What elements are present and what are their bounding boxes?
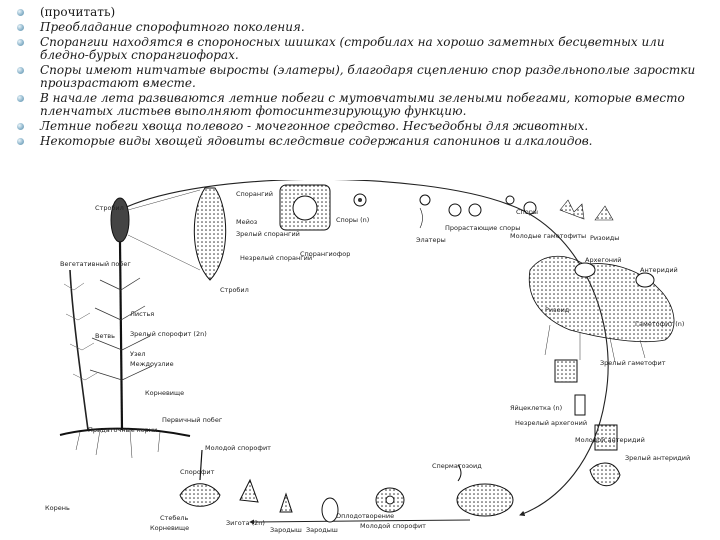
young-gametophytes-drawing <box>560 200 613 220</box>
label-rhizome-bottom: Корневище <box>150 524 190 532</box>
bullet-text: Преобладание спорофитного поколения. <box>40 20 305 34</box>
label-gametophyte-n: Гаметофит (n) <box>635 320 685 328</box>
label-rhizoids: Ризоиды <box>590 234 620 242</box>
label-spermatozoid: Сперматозоид <box>432 462 482 470</box>
label-immature-archegonium: Незрелый архегоний <box>515 419 588 427</box>
label-spores-n: Споры (n) <box>336 216 370 224</box>
label-new-sporophyte: Молодой спорофит <box>205 444 271 452</box>
label-mature-antheridium: Зрелый антеридий <box>625 454 691 462</box>
cycle-arrow-path <box>120 180 608 515</box>
bullet-item <box>0 36 720 62</box>
bullet-item <box>0 6 720 19</box>
label-mature-sporangium: Зрелый спорангий <box>236 230 300 238</box>
label-young-sporophyte: Первичный побег <box>162 416 223 424</box>
young-sporophyte-drawing <box>180 450 220 506</box>
label-adventitious-roots: Придаточные корни <box>88 426 158 434</box>
label-mature-gametophyte: Зрелый гаметофит <box>600 359 666 367</box>
label-vegetative-shoot: Вегетативный побег <box>60 260 131 268</box>
label-internode: Междоузлие <box>130 360 174 368</box>
bullet-text: В начале лета развиваются летние побеги с мутовчатыми зелеными побегами, которые вместо пленчатых листьев выполняют фотосинтезирующую функцию. <box>40 91 685 118</box>
bullet-text: Спорангии находятся в спороносных шишках (стробилах на хорошо заметных бесцветных или бледно-бурых спорангиофорах. <box>40 35 665 62</box>
label-roots: Корень <box>45 504 70 512</box>
label-sporangium: Спорангий <box>236 190 273 198</box>
bullet-item <box>0 21 720 34</box>
bullet-item <box>0 92 720 118</box>
label-rhizoid: Ризоид <box>545 306 570 314</box>
label-young-antheridium: Молодой антеридий <box>575 436 645 444</box>
bullet-list <box>0 6 720 150</box>
life-cycle-diagram <box>40 180 700 535</box>
label-egg: Яйцеклетка (n) <box>510 404 563 412</box>
label-strobil-top: Стробил <box>95 204 124 212</box>
label-spores: Споры <box>516 208 539 216</box>
bullet-item <box>0 64 720 90</box>
bullet-dot-icon <box>17 67 24 74</box>
bullet-dot-icon <box>17 39 24 46</box>
label-embryo: Зародыш <box>306 526 338 534</box>
label-leaves: Листья <box>130 310 155 318</box>
label-young-sporophytes-low: Зародыш <box>270 526 302 534</box>
bullet-item <box>0 120 720 133</box>
label-elaters: Элатеры <box>416 236 446 244</box>
label-node: Узел <box>130 350 146 358</box>
label-rhizome-mid: Корневище <box>145 389 185 397</box>
bullet-text: Некоторые виды хвощей ядовиты вследствие содержания сапонинов и алкалоидов. <box>40 134 593 148</box>
bullet-dot-icon <box>17 138 24 145</box>
label-branch: Ветвь <box>95 332 115 340</box>
label-immature-sporangium: Незрелый спорангий <box>240 254 313 262</box>
label-fertilization: Оплодотворение <box>336 512 395 520</box>
label-meiosis: Мейоз <box>236 218 258 226</box>
label-young-gametophytes: Молодые гаметофиты <box>510 232 587 240</box>
label-strobil-bottom: Стробил <box>220 286 249 294</box>
bullet-dot-icon <box>17 123 24 130</box>
label-stem: Стебель <box>160 514 189 522</box>
label-antheridium: Антеридий <box>640 266 678 274</box>
bullet-text: (прочитать) <box>40 5 116 19</box>
label-sporophyte-on: Спорофит <box>180 468 215 476</box>
label-sporangiophore: Спорангиофор <box>300 250 351 258</box>
bullet-text: Споры имеют нитчатые выросты (элатеры), благодаря сцеплению спор раздельнополые заростки произрастают вместе. <box>40 63 696 90</box>
label-zygote: Зигота (2n) <box>226 519 265 527</box>
bullet-dot-icon <box>17 9 24 16</box>
bullet-item <box>0 135 720 148</box>
label-archegonium: Архегоний <box>585 256 622 264</box>
label-mature-sporophyte: Зрелый спорофит (2n) <box>130 330 207 338</box>
bullet-dot-icon <box>17 95 24 102</box>
label-young-sporophyte-b: Молодой спорофит <box>360 522 426 530</box>
bullet-dot-icon <box>17 24 24 31</box>
label-germinating-spores: Прорастающие споры <box>445 224 521 232</box>
bullet-text: Летние побеги хвоща полевого - мочегонное средство. Несъедобны для животных. <box>40 119 589 133</box>
horsetail-life-cycle-figure <box>40 180 700 535</box>
